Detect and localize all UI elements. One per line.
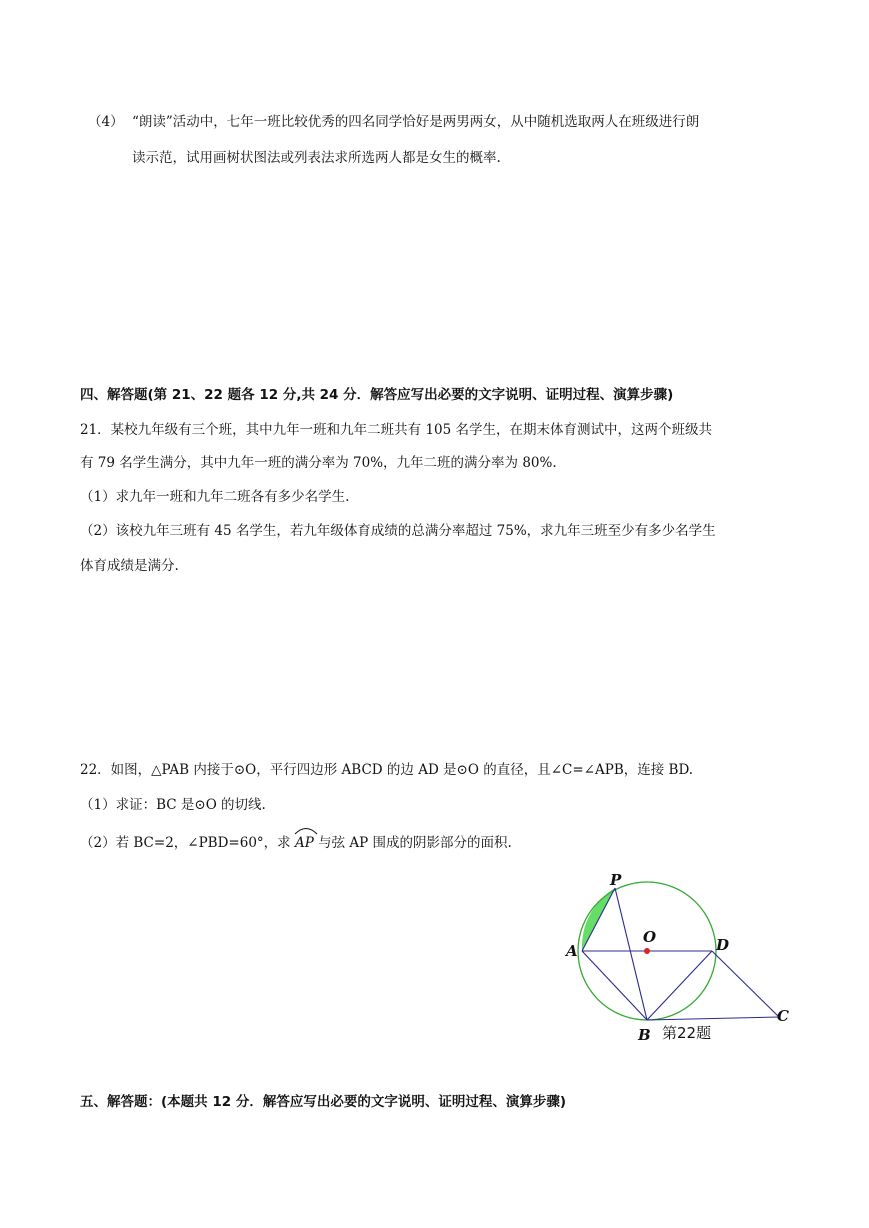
q21-part2-line2: 体育成绩是满分. — [80, 558, 179, 574]
label-c: C — [777, 1007, 789, 1025]
section5-heading: 五、解答题：(本题共 12 分．解答应写出必要的文字说明、证明过程、演算步骤) — [80, 1094, 567, 1110]
label-b: B — [638, 1026, 651, 1044]
center-point — [644, 948, 650, 954]
segment-bd — [647, 951, 712, 1020]
q21-part2-line1: （2）该校九年三班有 45 名学生，若九年级体育成绩的总满分率超过 75%，求九年三班至少有多少名学生 — [80, 523, 716, 539]
arc-ap-label: AP — [295, 833, 314, 853]
label-p: P — [610, 871, 622, 889]
arc-mark-icon — [293, 825, 319, 835]
q22-part2-suffix: 与弦 AP 围成的阴影部分的面积. — [318, 835, 512, 851]
segment-ab — [582, 951, 647, 1020]
q4-text-line2: 读示范，试用画树状图法或列表法求所选两人都是女生的概率. — [132, 150, 501, 166]
segment-dc — [712, 951, 779, 1017]
q22-part1: （1）求证：BC 是⊙O 的切线. — [80, 797, 266, 813]
figure-caption: 第22题 — [662, 1024, 712, 1042]
q22-part2-prefix: （2）若 BC=2，∠PBD=60°，求 — [80, 835, 291, 851]
q21-line2: 有 79 名学生满分，其中九年一班的满分率为 70%，九年二班的满分率为 80%. — [80, 455, 557, 471]
q4-number: （4） — [88, 114, 124, 130]
label-o: O — [643, 928, 657, 946]
section4-heading: 四、解答题(第 21、22 题各 12 分,共 24 分．解答应写出必要的文字说明、证明过程、演算步骤) — [80, 387, 674, 403]
q4-text-line1: “朗读”活动中，七年一班比较优秀的四名同学恰好是两男两女，从中随机选取两人在班级进行朗 — [132, 114, 700, 130]
q22-figure — [560, 868, 800, 1048]
segment-pb — [615, 888, 647, 1020]
chord-ap — [582, 888, 615, 951]
q21-line1: 21．某校九年级有三个班，其中九年一班和九年二班共有 105 名学生，在期末体育测试中，这两个班级共 — [80, 422, 713, 438]
q21-part1: （1）求九年一班和九年二班各有多少名学生. — [80, 489, 350, 505]
label-d: D — [716, 936, 730, 954]
label-a: A — [566, 942, 578, 960]
q22-part2 — [80, 833, 512, 853]
q22-line1: 22．如图，△PAB 内接于⊙O，平行四边形 ABCD 的边 AD 是⊙O 的直径，且∠C=∠APB，连接 BD. — [80, 762, 694, 778]
